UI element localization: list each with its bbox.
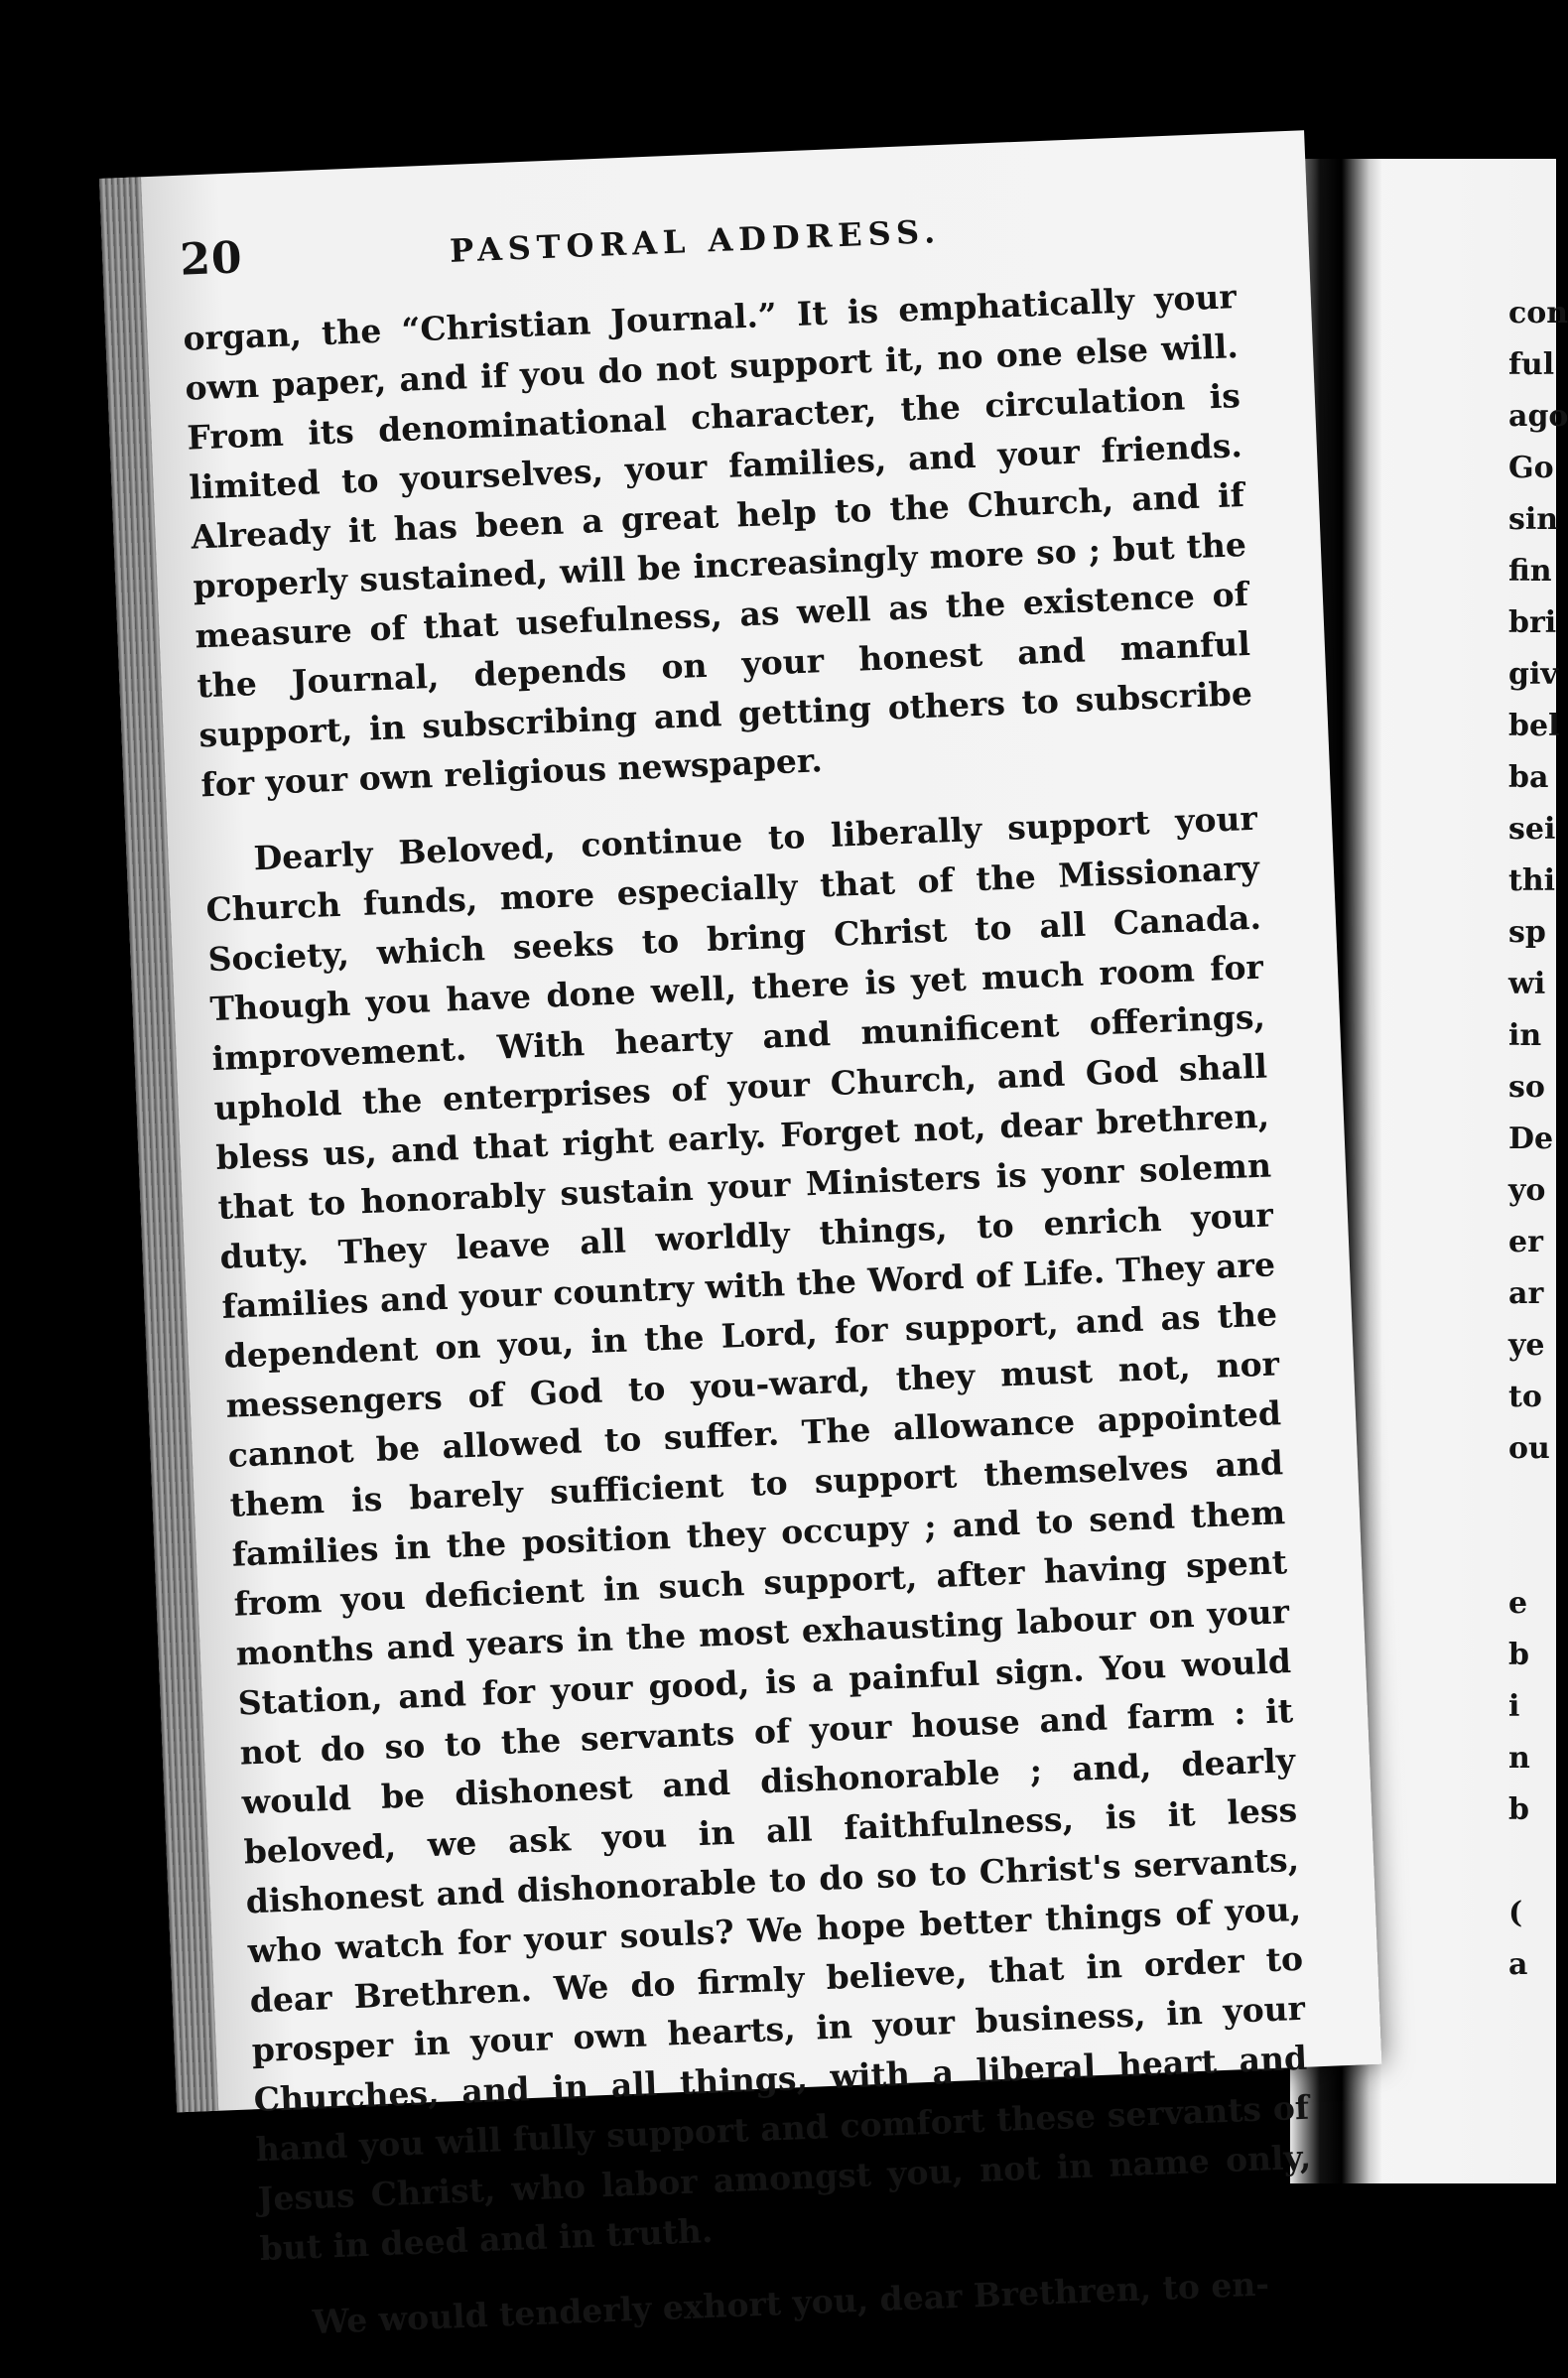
right-page-line: wi [1508,967,1546,1001]
right-page-line: sin [1508,502,1559,537]
right-page-line: thi [1508,863,1556,898]
right-page-fragments [1508,288,1568,1991]
paragraph-exhort: We would tenderly exhort you, dear Brethren, to en- [312,2264,1270,2342]
right-page-line [1508,1475,1568,1526]
page-content [161,193,1318,2376]
right-page-line: giv [1508,657,1558,692]
right-page-line [1508,1526,1568,1578]
right-page-line: yo [1508,1173,1546,1208]
right-page-line: fin [1508,554,1552,589]
right-page-line: to [1508,1380,1542,1414]
paragraph-support: Dearly Beloved, continue to liberally support your Church funds, more especially that of the Missionary Society, which seeks to bring Christ to all Canada. Though you have done well, there is yet much room for improvement. With hearty and munificent offerings, uphold the enterprises of your Church, and God shall bless us, and that right early. Forget not, dear brethren, that to honorably sustain your Ministers is yonr solemn duty. They leave all worldly things, to enrich your families and your country with the Word of Life. They are dependent on you, in the Lord, for support, and as the messengers of God to you-ward, they must not, nor cannot be allowed to suffer. The allowance appointed them is barely sufficient to support themselves and families in the position they occupy ; and to send them from you deficient in such support, after having spent months and years in the most exhausting labour on your Station, and for your good, is a painful sign. You would not do so to the servants of your house and farm : it would be dishonest and dishonorable ; and, dearly beloved, we ask you in all faithfulness, is it less dishonest and dishonorable to do so to Christ's servants, who watch for your souls? We hope better things of you, dear Brethren. We do firmly believe, that in order to prosper in your own hearts, in your business, in your Churches, and in all things, with a liberal heart and hand you will fully support and comfort these servants of Jesus Christ, who labor amongst you, not in name only, but in deed and in truth. [204,798,1312,2269]
right-page-line: con [1508,296,1568,330]
right-page-line: ba [1508,760,1549,795]
right-page-line: in [1508,1018,1542,1053]
right-page-line: i [1508,1689,1520,1724]
paragraph-journal: organ, the “Christian Journal.” It is emphatically your own paper, and if you do not support it, no one else will. From its denominational character, the circulation is limited to yourselves, your families, and your friends. Already it has been a great help to the Church, and if properly sustained, will be increasingly more so ; but the measure of that usefulness, as well as the existence of the Journal, depends on your honest and manful support, in subscribing and getting others to subscribe for your own religious newspaper. [182,277,1253,805]
right-page-line: bel [1508,709,1560,743]
right-page-line: b [1508,1792,1529,1827]
right-page-line: sp [1508,915,1546,950]
left-page [99,130,1381,2342]
right-page-line: Go [1508,451,1554,485]
right-page-line: ou [1508,1431,1550,1466]
right-page-line [1508,1836,1568,1888]
page-number: 20 [179,232,244,286]
right-page-line: ful [1508,347,1555,382]
right-page-line: bri [1508,605,1557,640]
right-page-line: so [1508,1070,1545,1105]
right-page-line: a [1508,1947,1528,1982]
right-page-line: De [1508,1122,1554,1156]
right-page-line: er [1508,1225,1543,1259]
right-page-line: ( [1508,1896,1523,1930]
right-page-line: ye [1508,1328,1545,1363]
right-page-line: e [1508,1586,1528,1621]
running-head: PASTORAL ADDRESS. [449,212,942,270]
right-page-line: b [1508,1638,1529,1672]
right-page-line: ar [1508,1276,1544,1311]
right-page-line: n [1508,1741,1530,1776]
right-page-line: ago [1508,399,1568,434]
right-page-line: sei [1508,812,1556,847]
